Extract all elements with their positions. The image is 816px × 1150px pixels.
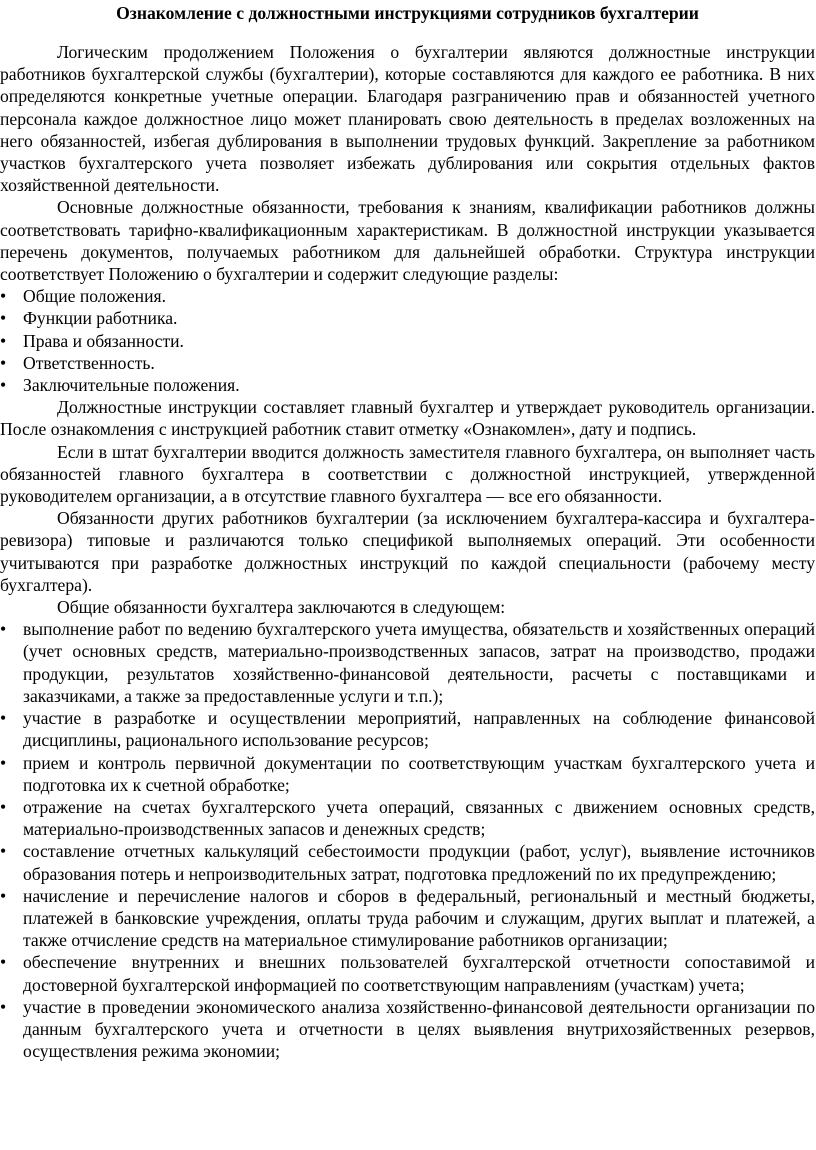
list-item-text: отражение на счетах бухгалтерского учета операций, связанных с движением основных средств, материально-производственных запасов и денежных средств;	[23, 796, 815, 840]
list-item	[0, 307, 815, 329]
list-item-text: прием и контроль первичной документации по соответствующим участкам бухгалтерского учета и подготовка их к счетной обработке;	[23, 752, 815, 795]
paragraph-deputy: Если в штат бухгалтерии вводится должность заместителя главного бухгалтера, он выполняет часть обязанностей главного бухгалтера в соответствии с должностной инструкцией, утвержденной руководителем организации, а в отсутствие главного бухгалтера — все его обязанности.	[0, 441, 815, 507]
list-item-text: Заключительные положения.	[23, 375, 240, 396]
sections-list	[0, 285, 815, 396]
list-item	[0, 996, 815, 1063]
paragraph-intro: Логическим продолжением Положения о бухгалтерии являются должностные инструкции работников бухгалтерской службы (бухгалтерии), которые составляются для каждого ее работника. В них определяются конкретные учетные операции. Благодаря разграничению прав и обязанностей учетного персонала каждое должностное лицо может планировать свою деятельность в пределах возложенных на него обязанностей, избегая дублирования в выполнении трудовых функций. Закрепление за работником участков бухгалтерского учета позволяет избежать дублирования или сокрытия отдельных фактов хозяйственной деятельности.	[0, 42, 815, 196]
list-item-text: Функции работника.	[23, 308, 178, 329]
list-item	[0, 374, 815, 396]
bullet-icon: •	[0, 841, 7, 862]
bullet-icon: •	[0, 352, 7, 373]
list-item	[0, 840, 815, 884]
bullet-icon: •	[0, 885, 7, 906]
duties-list	[0, 618, 815, 1062]
list-item-text: Ответственность.	[23, 352, 155, 373]
list-item	[0, 885, 815, 952]
list-item-text: Общие положения.	[23, 286, 167, 307]
bullet-icon: •	[0, 330, 7, 351]
paragraph-general-duties: Общие обязанности бухгалтера заключаются в следующем:	[57, 597, 506, 618]
paragraph-main-duties: Основные должностные обязанности, требования к знаниям, квалификации работников должны соответствовать тарифно-квалификационным характеристикам. В должностной инструкции указывается перечень документов, получаемых работником для дальнейшей обработки. Структура инструкции соответствует Положению о бухгалтерии и содержит следующие разделы:	[0, 197, 815, 285]
paragraph-approval: Должностные инструкции составляет главный бухгалтер и утверждает руководитель организации. После ознакомления с инструкцией работник ставит отметку «Ознакомлен», дату и подпись.	[0, 397, 815, 440]
list-item	[0, 951, 815, 995]
title-spacer	[0, 24, 815, 41]
bullet-icon: •	[0, 708, 7, 729]
bullet-icon: •	[0, 752, 7, 773]
list-item	[0, 352, 815, 374]
list-item	[0, 330, 815, 352]
document-title: Ознакомление с должностными инструкциями сотрудников бухгалтерии	[116, 3, 699, 23]
list-item-text: составление отчетных калькуляций себестоимости продукции (работ, услуг), выявление источников образования потерь и непроизводительных затрат, подготовка предложений по их предупреждению;	[23, 841, 815, 884]
list-item	[0, 618, 815, 707]
list-item-text: участие в разработке и осуществлении мероприятий, направленных на соблюдение финансовой дисциплины, рационального использование ресурсов;	[23, 708, 815, 751]
bullet-icon: •	[0, 286, 7, 307]
bullet-icon: •	[0, 619, 7, 640]
list-item	[0, 752, 815, 796]
list-item-text: обеспечение внутренних и внешних пользователей бухгалтерской отчетности сопоставимой и достоверной бухгалтерской информацией по соответствующим направлениям (участкам) учета;	[23, 952, 815, 995]
list-item-text: выполнение работ по ведению бухгалтерского учета имущества, обязательств и хозяйственных операций (учет основных средств, материально-производственных запасов, затрат на производство, продажи продукции, результатов хозяйственно-финансовой деятельности, расчеты с поставщиками и заказчиками, а также за предоставленные услуги и т.п.);	[23, 619, 815, 706]
bullet-icon: •	[0, 952, 7, 973]
bullet-icon: •	[0, 796, 7, 817]
list-item-text: начисление и перечисление налогов и сборов в федеральный, региональный и местный бюджеты, платежей в банковские учреждения, оплаты труда рабочим и служащим, других выплат и платежей, а также отчисление средств на материальное стимулирование работников организации;	[23, 885, 815, 951]
list-item	[0, 285, 815, 307]
bullet-icon: •	[0, 996, 7, 1017]
paragraph-other-workers: Обязанности других работников бухгалтерии (за исключением бухгалтера-кассира и бухгалтера-ревизора) типовые и различаются только спецификой выполняемых операций. Эти особенности учитываются при разработке должностных инструкций по каждой специальности (рабочему месту бухгалтера).	[0, 508, 815, 595]
list-item	[0, 707, 815, 751]
list-item-text: Права и обязанности.	[23, 330, 184, 351]
bullet-icon: •	[0, 308, 7, 329]
bullet-icon: •	[0, 375, 7, 396]
list-item-text: участие в проведении экономического анализа хозяйственно-финансовой деятельности организации по данным бухгалтерского учета и отчетности в целях выявления внутрихозяйственных резервов, осуществления режима экономии;	[23, 996, 815, 1062]
list-item	[0, 796, 815, 840]
